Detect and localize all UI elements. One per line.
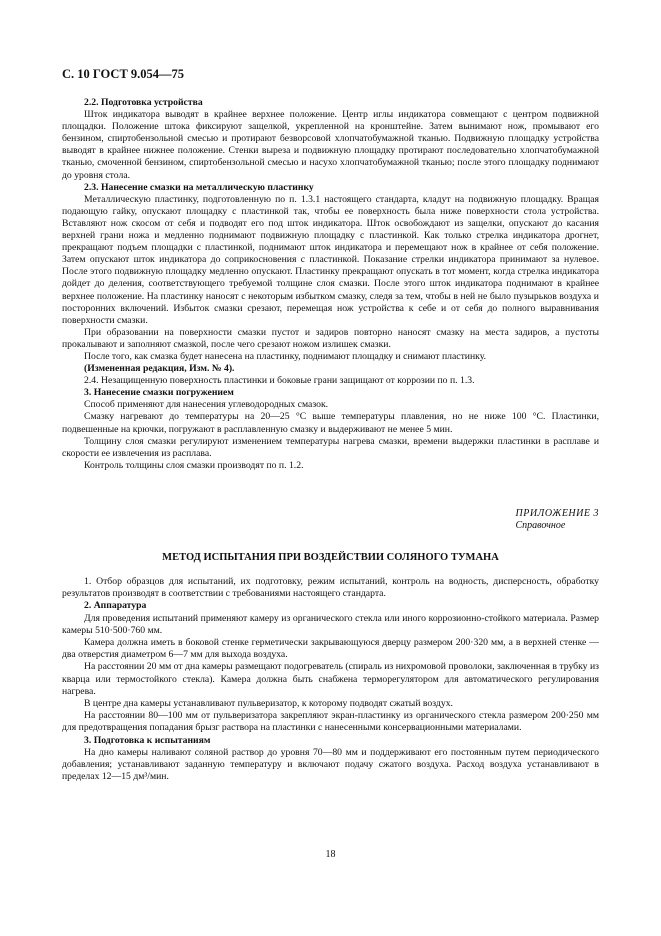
heading-2-3: 2.3. Нанесение смазки на металлическую пластинку (84, 181, 314, 193)
paragraph: Шток индикатора выводят в крайнее верхнее положение. Центр иглы индикатора совмещают с центром подвижной площадки. Положение штока фиксируют защелкой, укрепленной на кронштейне. Затем вынимают нож, промывают его бензином, спиртобензольной смесью и протирают безворсовой хлопчатобумажной тканью. Подвижную площадку устройства выводят в крайнее нижнее положение. Стенки выреза и подвижную площадку протирают последовательно хлопчатобумажной тканью, смоченной бензином, спиртобензольной смесью и насухо хлопчатобумажной тканью; после этого площадку поднимают до уровня стола. (62, 109, 599, 181)
paragraph: После того, как смазка будет нанесена на пластинку, поднимают площадку и снимают пластинку. (84, 350, 487, 362)
paragraph: При образовании на поверхности смазки пустот и задиров повторно наносят смазку на места задиров, а пустоты прокалывают и заполняют смазкой, после чего срезают ножом излишек смазки. (62, 326, 599, 350)
paragraph: На дно камеры наливают соляной раствор до уровня 70—80 мм и поддерживают его постоянным путем периодического добавления; устанавливают заданную температуру и включают подачу сжатого воздуха. Расход воздуха устанавливают в пределах 12—15 дм³/мин. (62, 746, 599, 783)
paragraph: На расстоянии 20 мм от дна камеры размещают подогреватель (спираль из нихромовой проволоки, заключенная в трубку из кварца или термостойкого стекла). Камера должна быть снабжена терморегулятором для автоматического регулирования нагрева. (62, 661, 599, 697)
heading-2-2: 2.2. Подготовка устройства (84, 97, 203, 108)
paragraph: 1. Отбор образцов для испытаний, их подготовку, режим испытаний, контроль на водность, дисперсность, обработку результатов производят в соответствии с требованиями настоящего стандарта. (62, 576, 599, 600)
appendix-body (62, 576, 599, 783)
paragraph: Камера должна иметь в боковой стенке герметически закрывающуюся дверцу размером 200·320 мм, а в верхней стенке — два отверстия диаметром 6—7 мм для выхода воздуха. (62, 637, 599, 661)
heading-3: 3. Нанесение смазки погружением (84, 387, 234, 399)
paragraph: Для проведения испытаний применяют камеру из органического стекла или иного коррозионно-стойкого материала. Размер камеры 510·500·760 мм. (62, 612, 599, 636)
appendix-title: МЕТОД ИСПЫТАНИЯ ПРИ ВОЗДЕЙСТВИИ СОЛЯНОГО ТУМАНА (162, 552, 499, 563)
paragraph: Способ применяют для нанесения углеводородных смазок. (84, 399, 329, 411)
heading-preparation: 3. Подготовка к испытаниям (84, 734, 211, 746)
paragraph: Контроль толщины слоя смазки производят по п. 1.2. (84, 459, 304, 471)
appendix-label (516, 508, 600, 532)
amendment-note: (Измененная редакция, Изм. № 4). (84, 363, 235, 375)
appendix-number: ПРИЛОЖЕНИЕ 3 (515, 508, 599, 519)
page-number: 18 (325, 849, 336, 860)
paragraph: В центре дна камеры устанавливают пульверизатор, к которому подводят сжатый воздух. (84, 698, 453, 710)
appendix-type: Справочное (515, 520, 566, 531)
section-part-2-3 (62, 97, 599, 472)
heading-apparatus: 2. Аппаратура (84, 600, 147, 612)
page-header: С. 10 ГОСТ 9.054—75 (62, 67, 185, 81)
paragraph: 2.4. Незащищенную поверхность пластинки и боковые грани защищают от коррозии по п. 1.3. (84, 375, 475, 387)
paragraph: Толщину слоя смазки регулируют изменением температуры нагрева смазки, времени выдержки пластинки в расплаве и скорости ее извлечения из расплава. (62, 435, 599, 459)
paragraph: Смазку нагревают до температуры на 20—25 °С выше температуры плавления, но не ниже 100 °С. Пластинки, подвешенные на крючки, погружают в расплавленную смазку и выдерживают не менее 5 мин. (62, 411, 599, 435)
paragraph: На расстоянии 80—100 мм от пульверизатора закрепляют экран-пластинку из органического стекла размером 200·250 мм для предотвращения попадания брызг раствора на пластинки с нанесенными консервационными материалами. (62, 710, 599, 734)
paragraph: Металлическую пластинку, подготовленную по п. 1.3.1 настоящего стандарта, кладут на подвижную площадку. Вращая подающую гайку, опускают площадку с пластинкой так, чтобы ее поверхность была ниже поверхности стола устройства. Вставляют нож скосом от себя и подводят его под шток индикатора. Шток освобождают из защелки, опускают до касания верхней грани ножа и медленно поднимают подвижную площадку с пластинкой. Как только стрелка индикатора дрогнет, прекращают подъем площадки с пластинкой, поднимают шток индикатора и перемещают нож в крайнее от себя положение. Затем опускают шток индикатора до соприкосновения с пластинкой. Показание стрелки индикатора принимают за нулевое. После этого подвижную площадку медленно опускают. Пластинку прекращают опускать в тот момент, когда стрелка индикатора дойдет до деления, соответствующего требуемой толщине слоя смазки. После этого шток индикатора поднимают в крайнее верхнее положение. На пластинку наносят с некоторым избытком смазку, следя за тем, чтобы в ней не было пузырьков воздуха и посторонних включений. Избыток смазки срезают, перемещая нож устройства к себе и от себя до полного выравнивания поверхности смазки. (62, 193, 599, 326)
